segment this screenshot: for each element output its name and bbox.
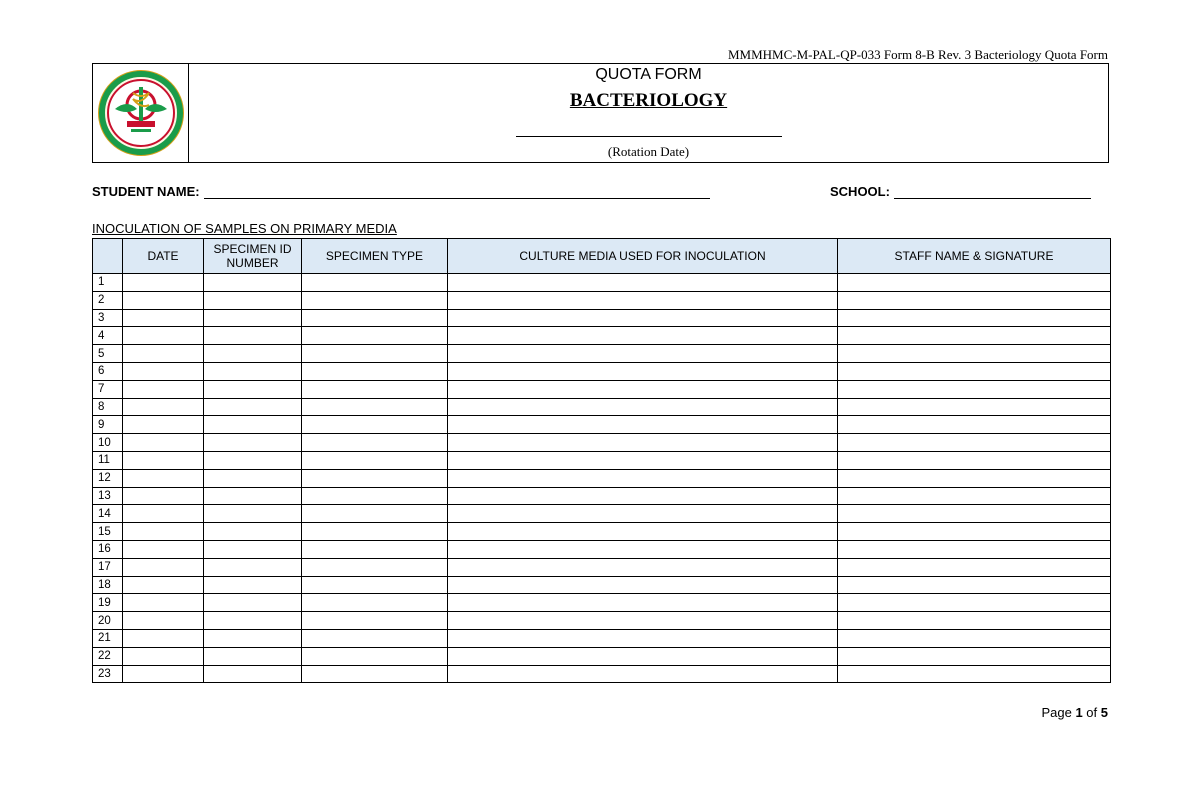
date-cell[interactable]: [123, 576, 204, 594]
date-cell[interactable]: [123, 416, 204, 434]
culture-media-cell[interactable]: [448, 576, 838, 594]
specimen-id-cell[interactable]: [204, 291, 302, 309]
culture-media-cell[interactable]: [448, 398, 838, 416]
specimen-id-cell[interactable]: [204, 612, 302, 630]
specimen-type-cell[interactable]: [302, 540, 448, 558]
table-row: [93, 594, 1111, 612]
column-header-culture-media: CULTURE MEDIA USED FOR INOCULATION: [448, 239, 838, 274]
staff-signature-cell[interactable]: [838, 540, 1111, 558]
hospital-logo-cell: [93, 64, 189, 162]
date-cell[interactable]: [123, 291, 204, 309]
specimen-id-cell[interactable]: [204, 434, 302, 452]
row-number: 10: [93, 434, 123, 452]
staff-signature-cell[interactable]: [838, 291, 1111, 309]
culture-media-cell[interactable]: [448, 629, 838, 647]
date-cell[interactable]: [123, 380, 204, 398]
table-row: [93, 291, 1111, 309]
specimen-type-cell[interactable]: [302, 309, 448, 327]
specimen-type-cell[interactable]: [302, 398, 448, 416]
culture-media-cell[interactable]: [448, 523, 838, 541]
column-header-specimen-id: SPECIMEN ID NUMBER: [204, 239, 302, 274]
specimen-id-cell[interactable]: [204, 665, 302, 683]
row-number: 11: [93, 451, 123, 469]
culture-media-cell[interactable]: [448, 487, 838, 505]
specimen-id-cell[interactable]: [204, 309, 302, 327]
specimen-id-cell[interactable]: [204, 327, 302, 345]
staff-signature-cell[interactable]: [838, 487, 1111, 505]
table-row: [93, 345, 1111, 363]
specimen-type-cell[interactable]: [302, 434, 448, 452]
culture-media-cell[interactable]: [448, 274, 838, 292]
staff-signature-cell[interactable]: [838, 345, 1111, 363]
staff-signature-cell[interactable]: [838, 612, 1111, 630]
table-row: [93, 469, 1111, 487]
subject-title: BACTERIOLOGY: [569, 90, 728, 111]
row-number: 7: [93, 380, 123, 398]
column-header-specimen-type: SPECIMEN TYPE: [302, 239, 448, 274]
column-header-date: DATE: [123, 239, 204, 274]
row-number: 13: [93, 487, 123, 505]
specimen-type-cell[interactable]: [302, 594, 448, 612]
specimen-id-cell[interactable]: [204, 398, 302, 416]
table-header-row: [93, 239, 1111, 274]
row-number: 22: [93, 647, 123, 665]
culture-media-cell[interactable]: [448, 558, 838, 576]
date-cell[interactable]: [123, 594, 204, 612]
row-number: 17: [93, 558, 123, 576]
date-cell[interactable]: [123, 398, 204, 416]
culture-media-cell[interactable]: [448, 665, 838, 683]
staff-signature-cell[interactable]: [838, 327, 1111, 345]
culture-media-cell[interactable]: [448, 327, 838, 345]
date-cell[interactable]: [123, 540, 204, 558]
total-pages: 5: [1100, 705, 1108, 720]
row-number: 21: [93, 629, 123, 647]
table-body: [93, 274, 1111, 683]
culture-media-cell[interactable]: [448, 291, 838, 309]
column-header-number: [93, 239, 123, 274]
staff-signature-cell[interactable]: [838, 434, 1111, 452]
date-cell[interactable]: [123, 665, 204, 683]
date-cell[interactable]: [123, 469, 204, 487]
table-row: [93, 416, 1111, 434]
specimen-id-cell[interactable]: [204, 576, 302, 594]
date-cell[interactable]: [123, 558, 204, 576]
culture-media-cell[interactable]: [448, 416, 838, 434]
row-number: 3: [93, 309, 123, 327]
page-indicator: [1041, 705, 1108, 720]
staff-signature-cell[interactable]: [838, 416, 1111, 434]
culture-media-cell[interactable]: [448, 647, 838, 665]
specimen-type-cell[interactable]: [302, 665, 448, 683]
column-header-staff-signature: STAFF NAME & SIGNATURE: [838, 239, 1111, 274]
inoculation-table: [92, 238, 1111, 683]
staff-signature-cell[interactable]: [838, 362, 1111, 380]
row-number: 14: [93, 505, 123, 523]
specimen-id-cell[interactable]: [204, 380, 302, 398]
staff-signature-cell[interactable]: [838, 629, 1111, 647]
row-number: 8: [93, 398, 123, 416]
staff-signature-cell[interactable]: [838, 576, 1111, 594]
table-row: [93, 309, 1111, 327]
culture-media-cell[interactable]: [448, 469, 838, 487]
staff-signature-cell[interactable]: [838, 505, 1111, 523]
school-label: SCHOOL:: [830, 184, 890, 199]
table-row: [93, 647, 1111, 665]
specimen-id-cell[interactable]: [204, 594, 302, 612]
culture-media-cell[interactable]: [448, 612, 838, 630]
row-number: 18: [93, 576, 123, 594]
rotation-date-line[interactable]: [516, 136, 782, 137]
student-name-input-line[interactable]: [204, 185, 710, 199]
date-cell[interactable]: [123, 327, 204, 345]
table-row: [93, 612, 1111, 630]
row-number: 5: [93, 345, 123, 363]
specimen-id-cell[interactable]: [204, 451, 302, 469]
culture-media-cell[interactable]: [448, 362, 838, 380]
date-cell[interactable]: [123, 274, 204, 292]
table-row: [93, 540, 1111, 558]
table-row: [93, 451, 1111, 469]
specimen-id-cell[interactable]: [204, 416, 302, 434]
date-cell[interactable]: [123, 434, 204, 452]
row-number: 2: [93, 291, 123, 309]
form-header: [92, 63, 1109, 163]
specimen-type-cell[interactable]: [302, 612, 448, 630]
date-cell[interactable]: [123, 487, 204, 505]
specimen-id-cell[interactable]: [204, 505, 302, 523]
row-number: 9: [93, 416, 123, 434]
table-row: [93, 576, 1111, 594]
specimen-id-cell[interactable]: [204, 274, 302, 292]
culture-media-cell[interactable]: [448, 380, 838, 398]
date-cell[interactable]: [123, 505, 204, 523]
date-cell[interactable]: [123, 451, 204, 469]
table-row: [93, 398, 1111, 416]
specimen-id-cell[interactable]: [204, 647, 302, 665]
row-number: 16: [93, 540, 123, 558]
school-field: [830, 184, 1091, 199]
page-label: Page: [1041, 705, 1072, 720]
specimen-id-cell[interactable]: [204, 487, 302, 505]
staff-signature-cell[interactable]: [838, 665, 1111, 683]
form-title: QUOTA FORM: [595, 66, 702, 83]
staff-signature-cell[interactable]: [838, 647, 1111, 665]
student-name-field: [92, 184, 710, 199]
specimen-type-cell[interactable]: [302, 505, 448, 523]
specimen-type-cell[interactable]: [302, 416, 448, 434]
staff-signature-cell[interactable]: [838, 451, 1111, 469]
specimen-id-cell[interactable]: [204, 523, 302, 541]
school-input-line[interactable]: [894, 185, 1091, 199]
table-row: [93, 505, 1111, 523]
specimen-id-cell[interactable]: [204, 345, 302, 363]
specimen-id-cell[interactable]: [204, 469, 302, 487]
specimen-type-cell[interactable]: [302, 362, 448, 380]
date-cell[interactable]: [123, 523, 204, 541]
hospital-seal-icon: [97, 69, 185, 157]
specimen-type-cell[interactable]: [302, 487, 448, 505]
specimen-type-cell[interactable]: [302, 576, 448, 594]
date-cell[interactable]: [123, 345, 204, 363]
table-row: [93, 523, 1111, 541]
culture-media-cell[interactable]: [448, 309, 838, 327]
date-cell[interactable]: [123, 309, 204, 327]
specimen-type-cell[interactable]: [302, 451, 448, 469]
section-title: INOCULATION OF SAMPLES ON PRIMARY MEDIA: [92, 221, 397, 236]
document-code: MMMHMC-M-PAL-QP-033 Form 8-B Rev. 3 Bacteriology Quota Form: [727, 47, 1108, 62]
staff-signature-cell[interactable]: [838, 380, 1111, 398]
specimen-type-cell[interactable]: [302, 327, 448, 345]
specimen-type-cell[interactable]: [302, 629, 448, 647]
culture-media-cell[interactable]: [448, 540, 838, 558]
table-row: [93, 327, 1111, 345]
table-row: [93, 629, 1111, 647]
specimen-type-cell[interactable]: [302, 469, 448, 487]
row-number: 20: [93, 612, 123, 630]
culture-media-cell[interactable]: [448, 451, 838, 469]
table-row: [93, 274, 1111, 292]
row-number: 23: [93, 665, 123, 683]
culture-media-cell[interactable]: [448, 505, 838, 523]
specimen-type-cell[interactable]: [302, 523, 448, 541]
specimen-id-cell[interactable]: [204, 540, 302, 558]
specimen-type-cell[interactable]: [302, 380, 448, 398]
date-cell[interactable]: [123, 647, 204, 665]
specimen-type-cell[interactable]: [302, 647, 448, 665]
staff-signature-cell[interactable]: [838, 594, 1111, 612]
staff-signature-cell[interactable]: [838, 558, 1111, 576]
specimen-type-cell[interactable]: [302, 345, 448, 363]
row-number: 6: [93, 362, 123, 380]
table-row: [93, 487, 1111, 505]
form-title-cell: [189, 64, 1108, 162]
row-number: 19: [93, 594, 123, 612]
date-cell[interactable]: [123, 629, 204, 647]
specimen-id-cell[interactable]: [204, 629, 302, 647]
staff-signature-cell[interactable]: [838, 469, 1111, 487]
table-row: [93, 665, 1111, 683]
culture-media-cell[interactable]: [448, 434, 838, 452]
of-label: of: [1086, 705, 1098, 720]
culture-media-cell[interactable]: [448, 345, 838, 363]
row-number: 4: [93, 327, 123, 345]
table-row: [93, 362, 1111, 380]
specimen-type-cell[interactable]: [302, 274, 448, 292]
staff-signature-cell[interactable]: [838, 523, 1111, 541]
date-cell[interactable]: [123, 612, 204, 630]
culture-media-cell[interactable]: [448, 594, 838, 612]
date-cell[interactable]: [123, 362, 204, 380]
specimen-id-cell[interactable]: [204, 558, 302, 576]
row-number: 12: [93, 469, 123, 487]
specimen-id-cell[interactable]: [204, 362, 302, 380]
specimen-type-cell[interactable]: [302, 291, 448, 309]
row-number: 1: [93, 274, 123, 292]
table-row: [93, 558, 1111, 576]
specimen-type-cell[interactable]: [302, 558, 448, 576]
staff-signature-cell[interactable]: [838, 274, 1111, 292]
table-row: [93, 434, 1111, 452]
table-row: [93, 380, 1111, 398]
staff-signature-cell[interactable]: [838, 398, 1111, 416]
current-page: 1: [1075, 705, 1083, 720]
row-number: 15: [93, 523, 123, 541]
student-name-label: STUDENT NAME:: [92, 184, 200, 199]
staff-signature-cell[interactable]: [838, 309, 1111, 327]
rotation-date-caption: (Rotation Date): [607, 144, 690, 159]
